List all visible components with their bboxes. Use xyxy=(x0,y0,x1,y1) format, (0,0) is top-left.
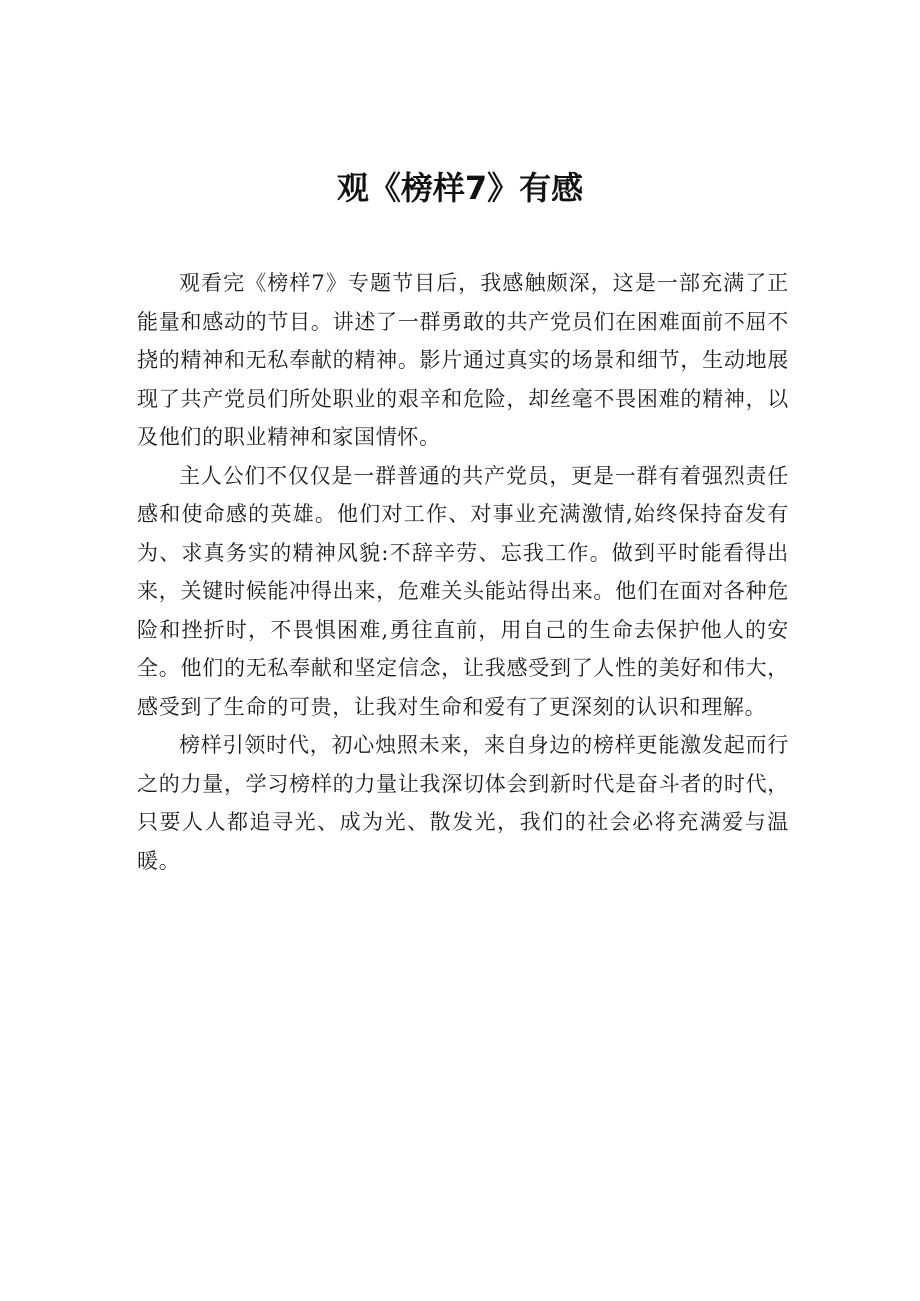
document-title: 观《榜样7》有感 xyxy=(336,169,584,207)
paragraph-1: 观看完《榜样7》专题节目后，我感触颇深，这是一部充满了正能量和感动的节目。讲述了一群勇敢的共产党员们在困难面前不屈不挠的精神和无私奉献的精神。影片通过真实的场景和细节，生动地展现了共产党员们所处职业的艰辛和危险，却丝毫不畏困难的精神，以及他们的职业精神和家国情怀。 xyxy=(137,271,789,449)
document-body xyxy=(137,264,789,880)
paragraph-2: 主人公们不仅仅是一群普通的共产党员，更是一群有着强烈责任感和使命感的英雄。他们对工作、对事业充满激情,始终保持奋发有为、求真务实的精神风貌:不辞辛劳、忘我工作。做到平时能看得出来，关键时候能冲得出来，危难关头能站得出来。他们在面对各种危险和挫折时，不畏惧困难,勇往直前，用自己的生命去保护他人的安全。他们的无私奉献和坚定信念，让我感受到了人性的美好和伟大，感受到了生命的可贵，让我对生命和爱有了更深刻的认识和理解。 xyxy=(137,463,789,719)
paragraph-3: 榜样引领时代，初心烛照未来，来自身边的榜样更能激发起而行之的力量，学习榜样的力量让我深切体会到新时代是奋斗者的时代，只要人人都追寻光、成为光、散发光，我们的社会必将充满爱与温暖。 xyxy=(137,733,789,873)
